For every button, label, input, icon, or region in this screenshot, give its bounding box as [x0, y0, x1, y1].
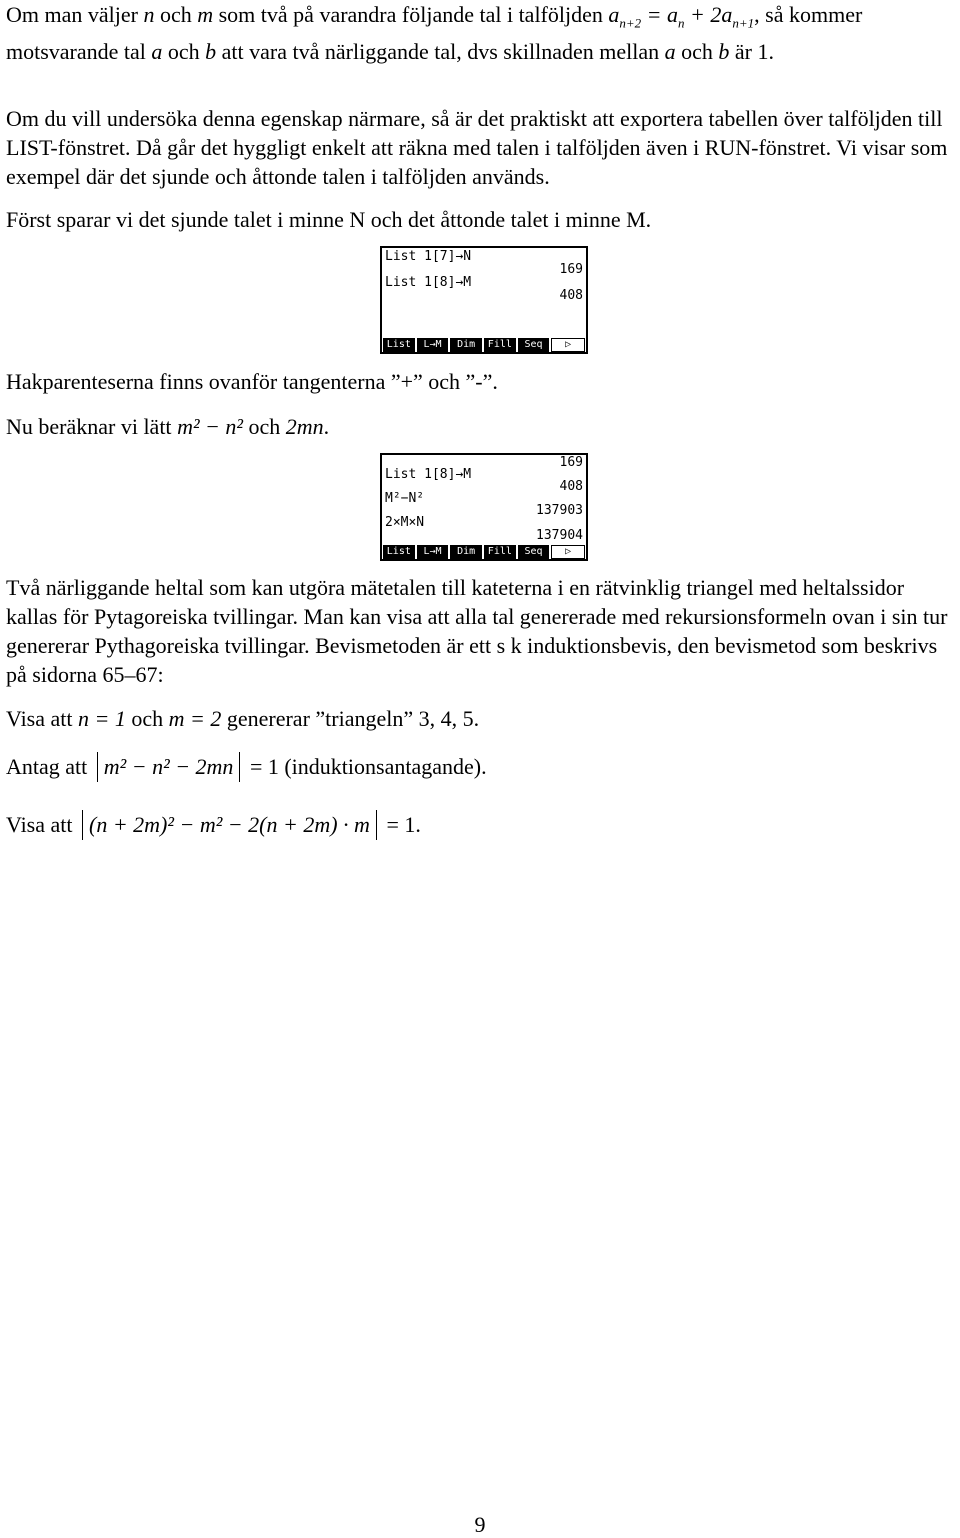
fkey-dim: Dim — [450, 545, 482, 559]
screen-row: 408 — [559, 479, 583, 494]
expression-2mn: 2mn — [285, 414, 324, 439]
absolute-value-expression: m² − n² − 2mn — [97, 752, 241, 782]
screen-row: 137904 — [536, 528, 583, 543]
fkey-fill: Fill — [484, 545, 516, 559]
intro-paragraph: Om man väljer n och m som två på varandra följande tal i talföljden $a_{n+2} = a_n + 2a_{n+1}$, så kommer motsvarande tal a och b att vara två närliggande tal, dvs skillnaden mellan a och b är 1. — [6, 2, 863, 65]
fkey-l-to-m: L→M — [417, 338, 449, 352]
screen-row: 137903 — [536, 503, 583, 518]
expression-m2-n2: m² − n² — [177, 414, 243, 439]
screen-row: 169 — [559, 455, 583, 470]
fkey-dim: Dim — [450, 338, 482, 352]
twins-paragraph: Två närliggande heltal som kan utgöra mätetalen till kateterna i en rätvinklig triangel med heltalssidor kallas för Pytagoreiska tvillingar. Man kan visa att alla tal genererade med rekursionsformeln ovan i sin tur genererar Pythagoreiska tvillingar. Bevismetoden är ett s k induktionsbevis, den bevismetod som beskrivs på sidorna 65–67: — [6, 575, 948, 687]
screen-row: M²−N² — [385, 491, 425, 506]
fkey-fill: Fill — [484, 338, 516, 352]
screen-row: 408 — [559, 288, 583, 303]
fkey-l-to-m: L→M — [417, 545, 449, 559]
screen-row: List 1[8]→M — [385, 467, 472, 482]
fkey-seq: Seq — [518, 545, 550, 559]
calculation-note: Nu beräknar vi lätt m² − n² och 2mn. — [6, 414, 330, 439]
export-paragraph: Om du vill undersöka denna egenskap närmare, så är det praktiskt att exportera tabellen över talföljden till LIST-fönstret. Då går det hyggligt enkelt att räkna med talen i talföljden även i RUN-fönstret. Vi visar som exempel där det sjunde och åttonde talen i talföljden används. — [6, 106, 948, 189]
screen-row: 169 — [559, 262, 583, 277]
proof-base-case: Visa att n = 1 och m = 2 genererar ”triangeln” 3, 4, 5. — [6, 706, 480, 731]
next-arrow-icon: ▷ — [551, 545, 585, 559]
calculator-screen-1 — [380, 246, 588, 354]
calculator-screen-2 — [380, 453, 588, 561]
page-number: 9 — [474, 1512, 486, 1537]
proof-step: Visa att (n + 2m)² − m² − 2(n + 2m) · m = 1. — [6, 808, 950, 842]
function-key-bar — [382, 338, 586, 352]
recursion-formula: $a_{n+2} = a_n + 2a_{n+1}$ — [608, 2, 755, 31]
fkey-list: List — [383, 545, 415, 559]
screen-row: 2×M×N — [385, 515, 425, 530]
next-arrow-icon: ▷ — [551, 338, 585, 352]
screen-row: List 1[8]→M — [385, 275, 472, 290]
proof-assumption: Antag att m² − n² − 2mn = 1 (induktionsantagande). — [6, 750, 950, 784]
memory-paragraph: Först sparar vi det sjunde talet i minne N och det åttonde talet i minne M. — [6, 207, 652, 232]
fkey-seq: Seq — [518, 338, 550, 352]
absolute-value-expression: (n + 2m)² − m² − 2(n + 2m) · m — [82, 810, 377, 840]
screen-row: List 1[7]→N — [385, 249, 472, 264]
parentheses-note: Hakparenteserna finns ovanför tangenterna ”+” och ”-”. — [6, 369, 498, 394]
function-key-bar — [382, 545, 586, 559]
fkey-list: List — [383, 338, 415, 352]
